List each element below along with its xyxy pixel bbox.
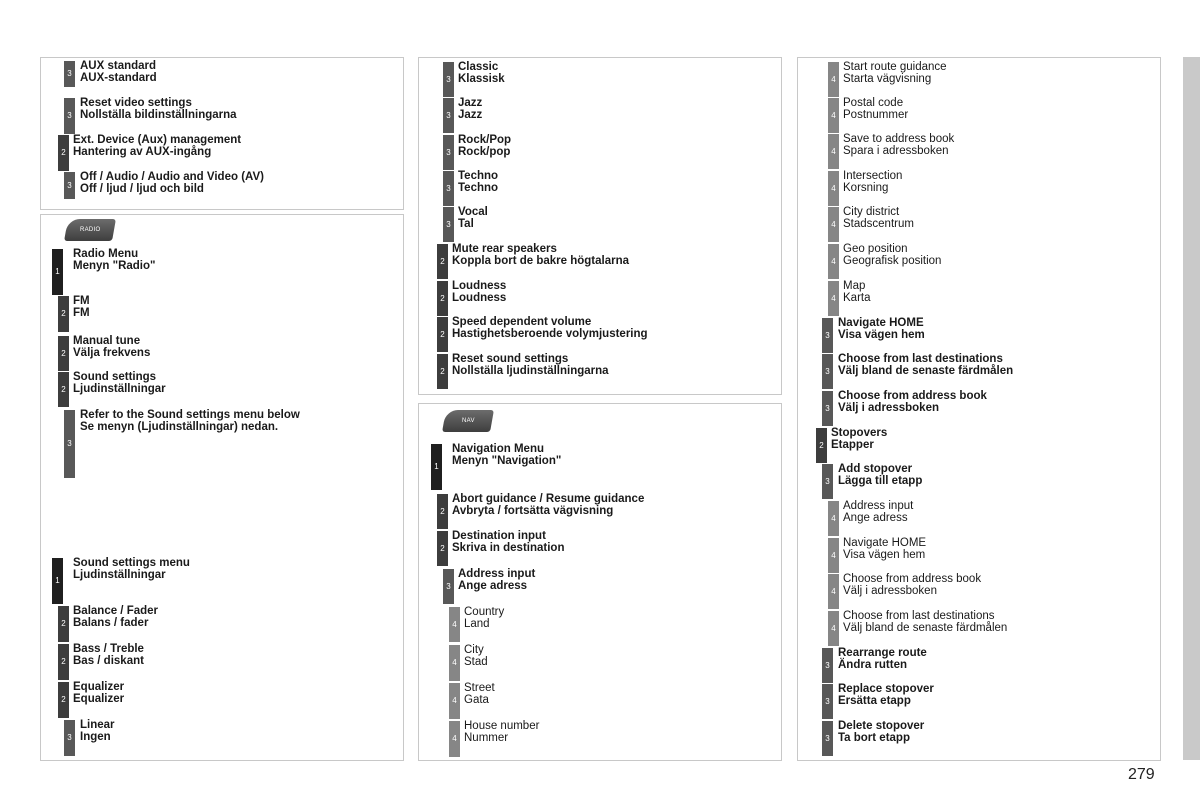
english-label: Country	[464, 606, 505, 618]
english-label: Reset video settings	[80, 97, 192, 109]
level-indicator: 4	[828, 611, 839, 646]
english-label: Classic	[458, 61, 499, 73]
level-indicator: 4	[449, 683, 460, 719]
level-indicator: 4	[828, 281, 839, 316]
menu-item-text	[458, 97, 482, 121]
english-label: Add stopover	[838, 463, 913, 475]
menu-item-text	[73, 681, 124, 705]
menu-item-text	[73, 643, 144, 667]
menu-item-text	[843, 97, 908, 121]
swedish-label: Menyn "Radio"	[73, 260, 156, 272]
menu-item-text	[831, 427, 887, 451]
level-indicator: 3	[443, 135, 454, 170]
menu-item-text	[843, 500, 913, 524]
english-label: Jazz	[458, 97, 483, 109]
menu-item-text	[843, 170, 902, 194]
menu-item-text	[838, 720, 924, 744]
level-indicator: 3	[64, 98, 75, 134]
menu-item-text	[73, 371, 166, 395]
swedish-label: Ljudinställningar	[73, 383, 166, 395]
level-indicator: 1	[52, 558, 63, 604]
menu-item-text	[464, 720, 539, 744]
swedish-label: Nollställa ljudinställningarna	[452, 365, 609, 377]
english-label: FM	[73, 295, 90, 307]
swedish-label: Karta	[843, 292, 871, 304]
level-indicator: 2	[437, 494, 448, 529]
chapter-tab	[1183, 57, 1200, 760]
menu-item-text	[80, 409, 300, 433]
level-indicator: 4	[828, 98, 839, 133]
radio-badge-label: RADIO	[79, 227, 101, 233]
english-label: Geo position	[843, 243, 908, 255]
level-indicator: 3	[822, 684, 833, 719]
level-indicator: 3	[822, 721, 833, 756]
english-label: Street	[464, 682, 495, 694]
swedish-label: Stad	[464, 656, 488, 668]
level-indicator: 2	[437, 244, 448, 279]
swedish-label: Se menyn (Ljudinställningar) nedan.	[80, 421, 279, 433]
swedish-label: Avbryta / fortsätta vägvisning	[452, 505, 614, 517]
level-indicator: 4	[828, 207, 839, 242]
panel-radio	[40, 214, 404, 761]
english-label: Destination input	[452, 530, 546, 542]
swedish-label: Menyn "Navigation"	[452, 455, 562, 467]
swedish-label: Hastighetsberoende volymjustering	[452, 328, 648, 340]
swedish-label: Ange adress	[843, 512, 908, 524]
page-number: 279	[1128, 766, 1155, 783]
level-indicator: 4	[828, 501, 839, 536]
menu-item-text	[838, 463, 922, 487]
level-indicator: 3	[822, 354, 833, 389]
english-label: Manual tune	[73, 335, 141, 347]
english-label: Choose from last destinations	[843, 610, 995, 622]
level-indicator: 2	[437, 281, 448, 316]
level-indicator: 4	[449, 607, 460, 642]
english-label: Postal code	[843, 97, 904, 109]
menu-item-text	[80, 719, 115, 743]
menu-item-text	[452, 443, 561, 467]
english-label: Choose from address book	[843, 573, 982, 585]
swedish-label: Ändra rutten	[838, 659, 907, 671]
menu-item-text	[80, 60, 157, 84]
level-indicator: 3	[64, 720, 75, 756]
level-indicator: 4	[828, 62, 839, 97]
swedish-label: Gata	[464, 694, 489, 706]
menu-item-text	[73, 248, 155, 272]
english-label: Refer to the Sound settings menu below	[80, 409, 300, 421]
english-label: Bass / Treble	[73, 643, 144, 655]
menu-item-text	[73, 295, 90, 319]
level-indicator: 2	[58, 135, 69, 171]
swedish-label: Välj i adressboken	[838, 402, 939, 414]
swedish-label: Ersätta etapp	[838, 695, 911, 707]
menu-item-text	[73, 134, 241, 158]
level-indicator: 4	[449, 721, 460, 757]
english-label: Radio Menu	[73, 248, 139, 260]
swedish-label: Välj i adressboken	[843, 585, 937, 597]
menu-item-text	[458, 170, 498, 194]
level-indicator: 1	[431, 444, 442, 490]
english-label: Speed dependent volume	[452, 316, 592, 328]
english-label: Sound settings menu	[73, 557, 190, 569]
menu-item-text	[843, 537, 926, 561]
level-indicator: 4	[828, 134, 839, 169]
swedish-label: Visa vägen hem	[838, 329, 925, 341]
swedish-label: Techno	[458, 182, 499, 194]
swedish-label: Spara i adressboken	[843, 145, 949, 157]
swedish-label: Klassisk	[458, 73, 505, 85]
english-label: City	[464, 644, 484, 656]
english-label: Address input	[843, 500, 914, 512]
menu-item-text	[464, 644, 488, 668]
level-indicator: 3	[443, 569, 454, 604]
level-indicator: 4	[828, 538, 839, 573]
menu-item-text	[838, 353, 1013, 377]
level-indicator: 2	[437, 317, 448, 352]
english-label: Rock/Pop	[458, 134, 512, 146]
swedish-label: Rock/pop	[458, 146, 511, 158]
english-label: Navigate HOME	[843, 537, 927, 549]
menu-item-text	[73, 335, 150, 359]
swedish-label: Välja frekvens	[73, 347, 151, 359]
swedish-label: Välj bland de senaste färdmålen	[838, 365, 1014, 377]
swedish-label: Postnummer	[843, 109, 909, 121]
english-label: Mute rear speakers	[452, 243, 557, 255]
menu-item-text	[452, 530, 564, 554]
menu-item-text	[843, 610, 1007, 634]
swedish-label: Hantering av AUX-ingång	[73, 146, 212, 158]
english-label: Abort guidance / Resume guidance	[452, 493, 645, 505]
menu-item-text	[464, 606, 504, 630]
level-indicator: 3	[822, 648, 833, 683]
english-label: Loudness	[452, 280, 507, 292]
swedish-label: Etapper	[831, 439, 874, 451]
menu-item-text	[843, 280, 871, 304]
level-indicator: 3	[443, 207, 454, 242]
level-indicator: 2	[58, 336, 69, 371]
menu-item-text	[838, 647, 927, 671]
level-indicator: 4	[828, 574, 839, 609]
swedish-label: Land	[464, 618, 490, 630]
menu-item-text	[452, 316, 648, 340]
swedish-label: Ljudinställningar	[73, 569, 166, 581]
swedish-label: Visa vägen hem	[843, 549, 926, 561]
swedish-label: Skriva in destination	[452, 542, 565, 554]
menu-item-text	[458, 61, 505, 85]
nav-badge	[442, 410, 494, 432]
level-indicator: 3	[443, 171, 454, 206]
level-indicator: 3	[822, 318, 833, 353]
english-label: House number	[464, 720, 540, 732]
menu-item-text	[838, 317, 925, 341]
level-indicator: 2	[58, 296, 69, 332]
swedish-label: Tal	[458, 218, 474, 230]
english-label: Balance / Fader	[73, 605, 159, 617]
level-indicator: 4	[449, 645, 460, 681]
english-label: Techno	[458, 170, 499, 182]
english-label: Map	[843, 280, 866, 292]
swedish-label: Balans / fader	[73, 617, 149, 629]
english-label: Replace stopover	[838, 683, 934, 695]
english-label: Reset sound settings	[452, 353, 569, 365]
menu-item-text	[452, 493, 644, 517]
level-indicator: 3	[64, 410, 75, 478]
swedish-label: Nollställa bildinställningarna	[80, 109, 237, 121]
swedish-label: Lägga till etapp	[838, 475, 923, 487]
english-label: Stopovers	[831, 427, 888, 439]
swedish-label: Loudness	[452, 292, 507, 304]
english-label: Choose from address book	[838, 390, 987, 402]
english-label: Linear	[80, 719, 115, 731]
level-indicator: 3	[443, 98, 454, 133]
english-label: Delete stopover	[838, 720, 925, 732]
menu-item-text	[843, 243, 941, 267]
english-label: Choose from last destinations	[838, 353, 1003, 365]
swedish-label: Ta bort etapp	[838, 732, 910, 744]
swedish-label: Stadscentrum	[843, 218, 914, 230]
menu-item-text	[843, 573, 981, 597]
swedish-label: Ange adress	[458, 580, 528, 592]
english-label: Intersection	[843, 170, 903, 182]
english-label: Save to address book	[843, 133, 955, 145]
menu-item-text	[843, 206, 914, 230]
english-label: Address input	[458, 568, 536, 580]
level-indicator: 2	[437, 531, 448, 566]
level-indicator: 2	[816, 428, 827, 463]
swedish-label: Koppla bort de bakre högtalarna	[452, 255, 629, 267]
level-indicator: 1	[52, 249, 63, 295]
english-label: AUX standard	[80, 60, 157, 72]
menu-item-text	[80, 171, 264, 195]
swedish-label: FM	[73, 307, 90, 319]
menu-item-text	[838, 683, 934, 707]
swedish-label: Välj bland de senaste färdmålen	[843, 622, 1008, 634]
swedish-label: Korsning	[843, 182, 889, 194]
menu-item-text	[452, 353, 609, 377]
english-label: Equalizer	[73, 681, 125, 693]
swedish-label: Bas / diskant	[73, 655, 144, 667]
swedish-label: Geografisk position	[843, 255, 942, 267]
english-label: Rearrange route	[838, 647, 927, 659]
swedish-label: Off / ljud / ljud och bild	[80, 183, 204, 195]
menu-item-text	[464, 682, 495, 706]
level-indicator: 3	[822, 391, 833, 426]
english-label: Navigation Menu	[452, 443, 545, 455]
menu-item-text	[80, 97, 237, 121]
level-indicator: 4	[828, 171, 839, 206]
nav-badge-label: NAV	[461, 418, 475, 424]
level-indicator: 3	[64, 61, 75, 87]
english-label: Ext. Device (Aux) management	[73, 134, 242, 146]
level-indicator: 3	[443, 62, 454, 97]
english-label: Start route guidance	[843, 61, 947, 73]
menu-item-text	[452, 280, 506, 304]
level-indicator: 4	[828, 244, 839, 279]
level-indicator: 2	[58, 372, 69, 407]
swedish-label: Equalizer	[73, 693, 125, 705]
level-indicator: 2	[58, 606, 69, 642]
menu-item-text	[73, 605, 158, 629]
menu-item-text	[458, 568, 535, 592]
english-label: City district	[843, 206, 900, 218]
english-label: Vocal	[458, 206, 488, 218]
swedish-label: Nummer	[464, 732, 509, 744]
swedish-label: Jazz	[458, 109, 483, 121]
level-indicator: 2	[437, 354, 448, 389]
level-indicator: 3	[64, 172, 75, 199]
swedish-label: AUX-standard	[80, 72, 157, 84]
english-label: Off / Audio / Audio and Video (AV)	[80, 171, 264, 183]
english-label: Navigate HOME	[838, 317, 924, 329]
level-indicator: 3	[822, 464, 833, 499]
english-label: Sound settings	[73, 371, 157, 383]
swedish-label: Starta vägvisning	[843, 73, 932, 85]
menu-item-text	[452, 243, 629, 267]
radio-badge	[64, 219, 116, 241]
level-indicator: 2	[58, 644, 69, 680]
menu-item-text	[73, 557, 190, 581]
level-indicator: 2	[58, 682, 69, 718]
swedish-label: Ingen	[80, 731, 111, 743]
menu-item-text	[843, 133, 954, 157]
menu-item-text	[458, 134, 511, 158]
menu-item-text	[458, 206, 488, 230]
menu-item-text	[843, 61, 947, 85]
menu-item-text	[838, 390, 987, 414]
